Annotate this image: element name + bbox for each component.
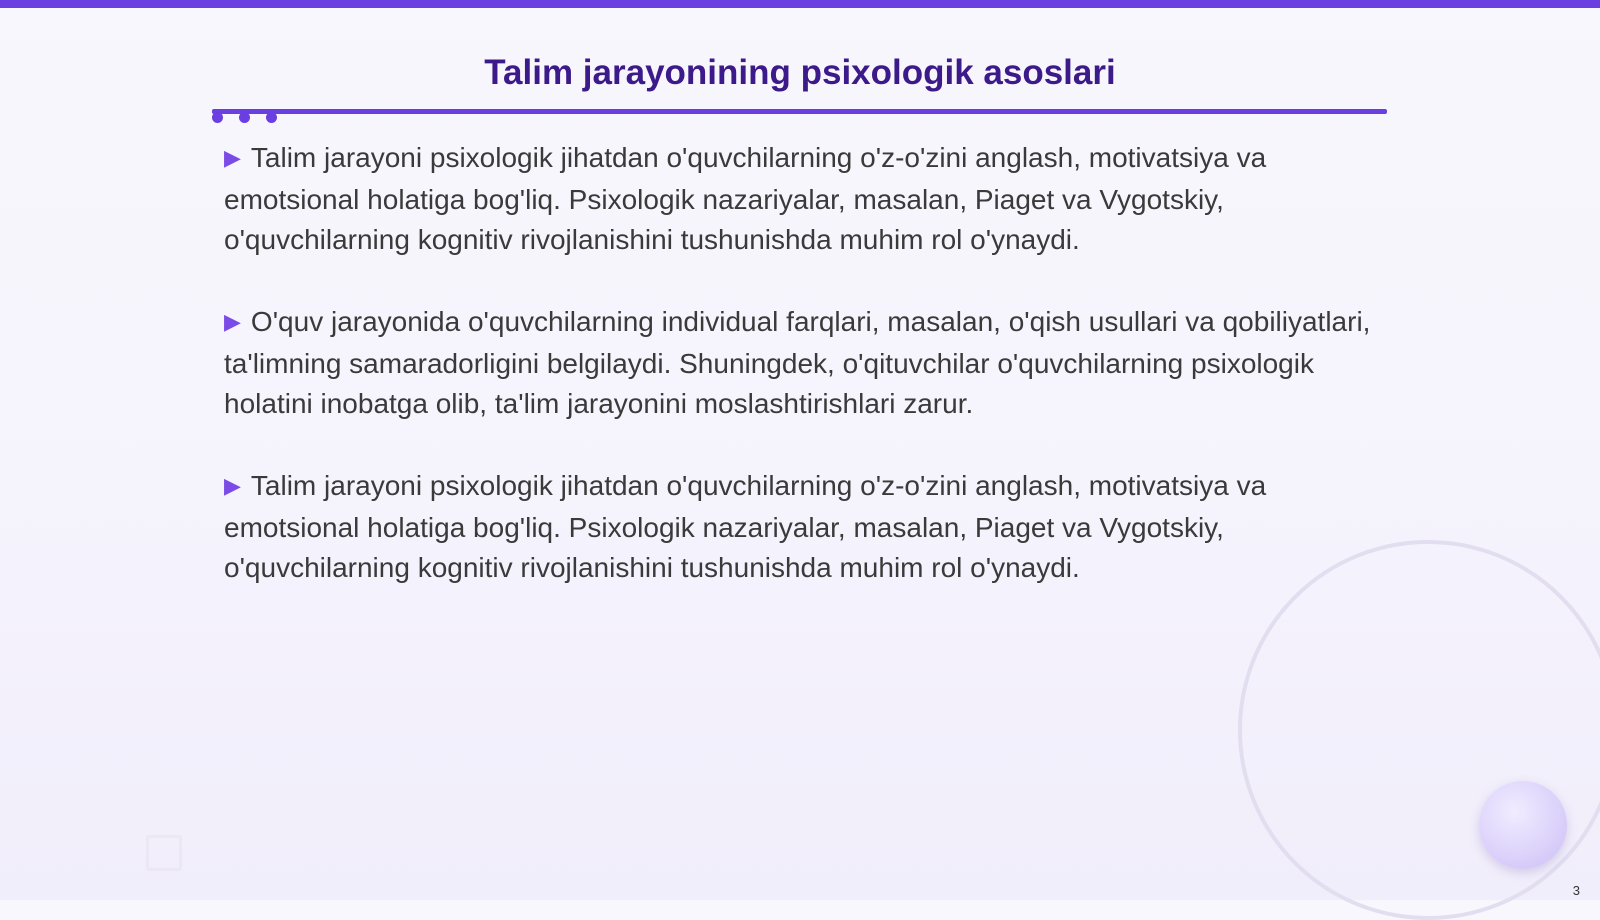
triangle-right-icon: ▶: [224, 309, 241, 334]
decorative-sphere: [1479, 781, 1567, 869]
decorative-dot: [266, 112, 277, 123]
decorative-circle-outline: [1238, 540, 1600, 920]
page-number: 3: [1572, 883, 1580, 898]
bullet-item: [224, 466, 1384, 588]
decorative-square: [146, 835, 182, 871]
slide-title: Talim jarayonining psixologik asoslari: [484, 53, 1116, 92]
triangle-right-icon: ▶: [224, 145, 241, 170]
top-accent-bar: [0, 0, 1600, 8]
bullet-item: [224, 138, 1384, 260]
triangle-right-icon: ▶: [224, 473, 241, 498]
bullet-list: [224, 138, 1384, 630]
bullet-text: Talim jarayoni psixologik jihatdan o'quvchilarning o'z-o'zini anglash, motivatsiya va emotsional holatiga bog'liq. Psixologik nazariyalar, masalan, Piaget va Vygotskiy, o'quvchilarning kognitiv rivojlanishini tushunishda muhim rol o'ynaydi.: [224, 470, 1267, 583]
bullet-text: Talim jarayoni psixologik jihatdan o'quvchilarning o'z-o'zini anglash, motivatsiya va emotsional holatiga bog'liq. Psixologik nazariyalar, masalan, Piaget va Vygotskiy, o'quvchilarning kognitiv rivojlanishini tushunishda muhim rol o'ynaydi.: [224, 142, 1267, 255]
title-underline: [212, 109, 1387, 114]
bullet-item: [224, 302, 1384, 424]
decorative-dot: [239, 112, 250, 123]
bullet-text: O'quv jarayonida o'quvchilarning individual farqlari, masalan, o'qish usullari va qobiliyatlari, ta'limning samaradorligini belgilaydi. Shuningdek, o'qituvchilar o'quvchilarning psixologik holatini inobatga olib, ta'lim jarayonini moslashtirishlari zarur.: [224, 306, 1371, 419]
decorative-dot: [212, 112, 223, 123]
